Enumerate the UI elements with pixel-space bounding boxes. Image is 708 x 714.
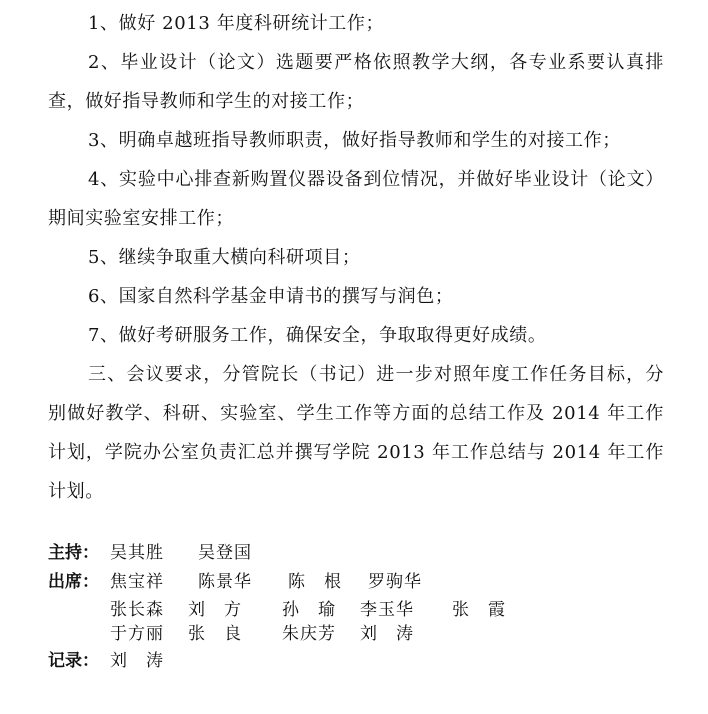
attendee-name: 罗驹华: [368, 572, 422, 592]
attendee-name: 刘 涛: [360, 624, 414, 644]
attendees-label: 出席：: [48, 572, 99, 592]
attendee-name: 张 良: [188, 624, 242, 644]
recorder-names: [48, 649, 668, 673]
item-2: 2、毕业设计（论文）选题要严格依照教学大纲，各专业系要认真排查，做好指导教师和学生的对接工作；: [48, 52, 664, 112]
host-names: [48, 541, 668, 565]
host-name: 吴登国: [198, 543, 252, 563]
meeting-requirements: 三、会议要求，分管院长（书记）进一步对照年度工作任务目标，分别做好教学、科研、实验室、学生工作等方面的总结工作及 2014 年工作计划，学院办公室负责汇总并撰写学院 2013 年工作总结与 2014 年工作计划。: [48, 364, 664, 502]
attendees-row-1: [48, 570, 668, 594]
attendee-name: 刘 方: [188, 600, 242, 620]
attendee-name: 于方丽: [110, 624, 164, 644]
attendee-name: 陈 根: [288, 572, 342, 592]
item-7: 7、做好考研服务工作，确保安全，争取取得更好成绩。: [88, 325, 547, 346]
attendees-row-2: [48, 598, 668, 622]
item-6: 6、国家自然科学基金申请书的撰写与润色；: [88, 286, 454, 307]
attendee-name: 孙 瑜: [282, 600, 336, 620]
item-3: 3、明确卓越班指导教师职责，做好指导教师和学生的对接工作；: [88, 130, 621, 151]
attendee-name: 张长森: [110, 600, 164, 620]
item-1: 1、做好 2013 年度科研统计工作；: [88, 13, 385, 34]
attendees-row-3: [48, 622, 668, 646]
attendee-name: 李玉华: [360, 600, 414, 620]
attendee-name: 张 霞: [452, 600, 506, 620]
host-name: 吴其胜: [110, 543, 164, 563]
host-label: 主持：: [48, 543, 99, 563]
attendee-name: 陈景华: [198, 572, 252, 592]
item-5: 5、继续争取重大横向科研项目；: [88, 247, 361, 268]
attendee-name: 焦宝祥: [110, 572, 164, 592]
item-4: 4、实验中心排查新购置仪器设备到位情况，并做好毕业设计（论文）期间实验室安排工作；: [48, 169, 664, 229]
recorder-label: 记录：: [48, 651, 99, 671]
recorder-name: 刘 涛: [110, 651, 164, 671]
attendee-name: 朱庆芳: [282, 624, 336, 644]
